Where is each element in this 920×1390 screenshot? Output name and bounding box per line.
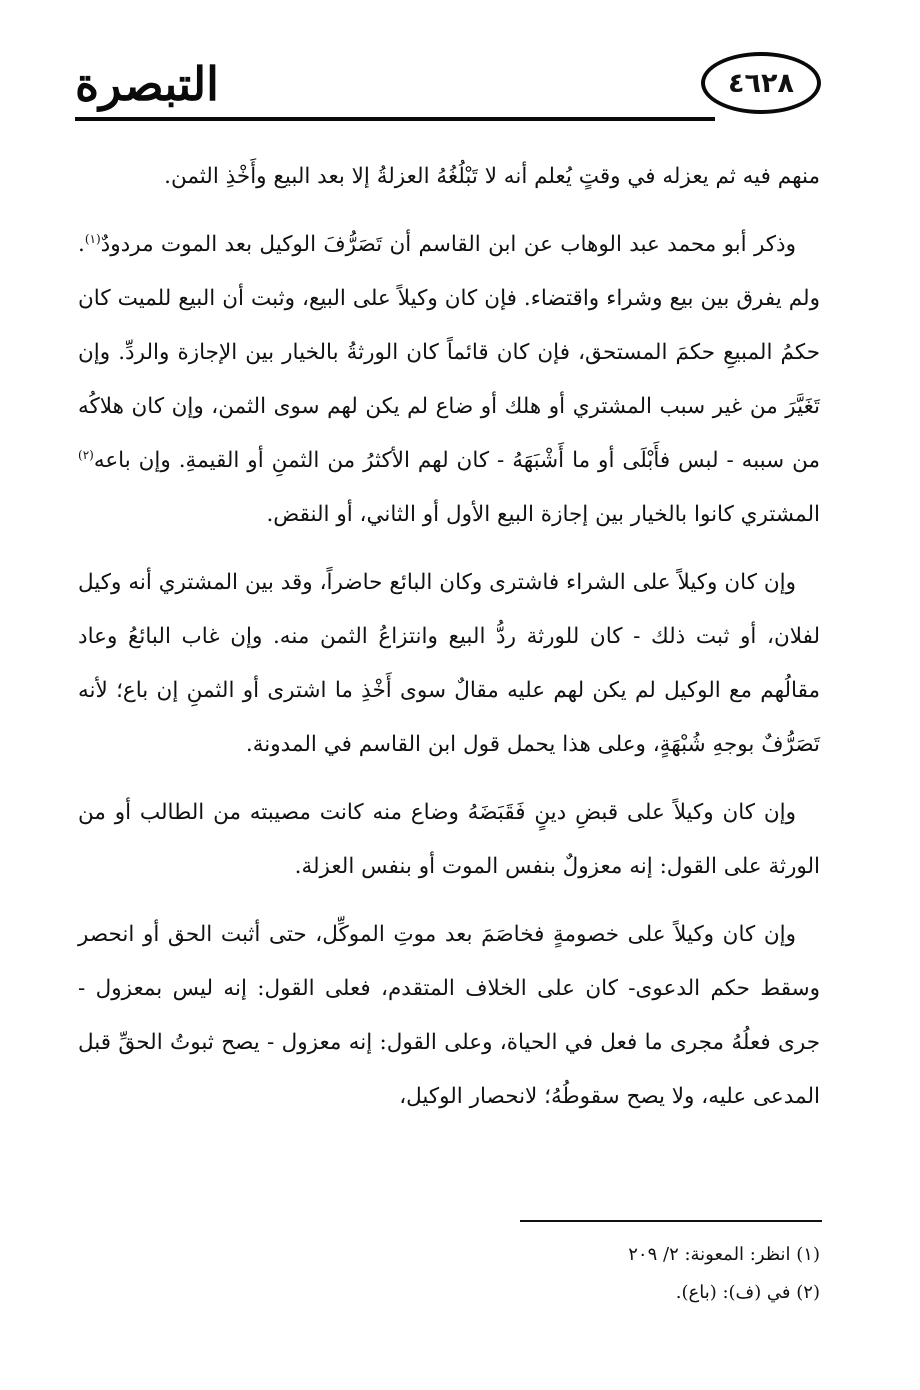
footnote-marker-1: (١) (84, 231, 101, 246)
paragraph-2-text-a: وذكر أبو محمد عبد الوهاب عن ابن القاسم أن تَصَرُّفَ الوكيل بعد الموت مردودٌ (100, 232, 796, 257)
paragraph-2 (78, 218, 820, 542)
header-rule (75, 117, 715, 121)
paragraph-5 (78, 908, 820, 1124)
book-title: التبصرة (75, 57, 219, 111)
footnote-2: (٢) في (ف): (باع). (675, 1282, 820, 1303)
page-number-oval (701, 52, 821, 114)
paragraph-4 (78, 786, 820, 894)
paragraph-2-text-b: . ولم يفرق بين بيع وشراء واقتضاء. فإن كان وكيلاً على البيع، وثبت أن البيع للميت كان حكمُ المبيعِ حكمَ المستحق، فإن كان قائماً كان الورثةُ بالخيار بين الإجازة والردِّ. وإن تَغَيَّرَ من غير سبب المشتري أو هلك أو ضاع لم يكن لهم سوى الثمن، وإن كان هلاكُه من سببه - لبس فأَبْلَى أو ما أَشْبَهَهُ - كان لهم الأكثرُ من الثمنِ أو القيمةِ. وإن باعه (78, 232, 820, 473)
paragraph-3 (78, 556, 820, 772)
paragraph-3-text: وإن كان وكيلاً على الشراء فاشترى وكان البائع حاضراً، وقد بين المشتري أنه وكيل لفلان، أو ثبت ذلك - كان للورثة ردُّ البيع وانتزاعُ الثمن منه. وإن غاب البائعُ وعاد مقالُهم مع الوكيل لم يكن لهم عليه مقالٌ سوى أَخْذِ ما اشترى أو الثمنِ إن باع؛ لأنه تَصَرُّفٌ بوجهِ شُبْهَةٍ، وعلى هذا يحمل قول ابن القاسم في المدونة. (78, 570, 820, 757)
paragraph-5-text: وإن كان وكيلاً على خصومةٍ فخاصَمَ بعد موتِ الموكِّل، حتى أثبت الحق أو انحصر وسقط حكم الدعوى- كان على الخلاف المتقدم، فعلى القول: إنه ليس بمعزول - جرى فعلُهُ مجرى ما فعل في الحياة، وعلى القول: إنه معزول - يصح ثبوتُ الحقِّ قبل المدعى عليه، ولا يصح سقوطُهُ؛ لانحصار الوكيل، (78, 922, 820, 1109)
paragraph-4-text: وإن كان وكيلاً على قبضِ دينٍ فَقَبَضَهُ وضاع منه كانت مصيبته من الطالب أو من الورثة على القول: إنه معزولٌ بنفس الموت أو بنفس العزلة. (78, 800, 820, 879)
footnote-1: (١) انظر: المعونة: ٢/ ٢٠٩ (628, 1244, 820, 1265)
paragraph-2-text-c: المشتري كانوا بالخيار بين إجازة البيع الأول أو الثاني، أو النقض. (266, 502, 820, 527)
paragraph-1-text: منهم فيه ثم يعزله في وقتٍ يُعلم أنه لا تَبْلُغُهُ العزلةُ إلا بعد البيع وأَخْذِ الثمن. (164, 164, 820, 189)
footnotes (78, 1236, 820, 1312)
page-number: ٤٦٢٨ (728, 67, 794, 99)
footnote-marker-2: (٢) (78, 447, 94, 462)
page-header (75, 52, 823, 124)
main-text (78, 150, 820, 1138)
footnote-rule (520, 1220, 822, 1222)
paragraph-1 (78, 150, 820, 204)
